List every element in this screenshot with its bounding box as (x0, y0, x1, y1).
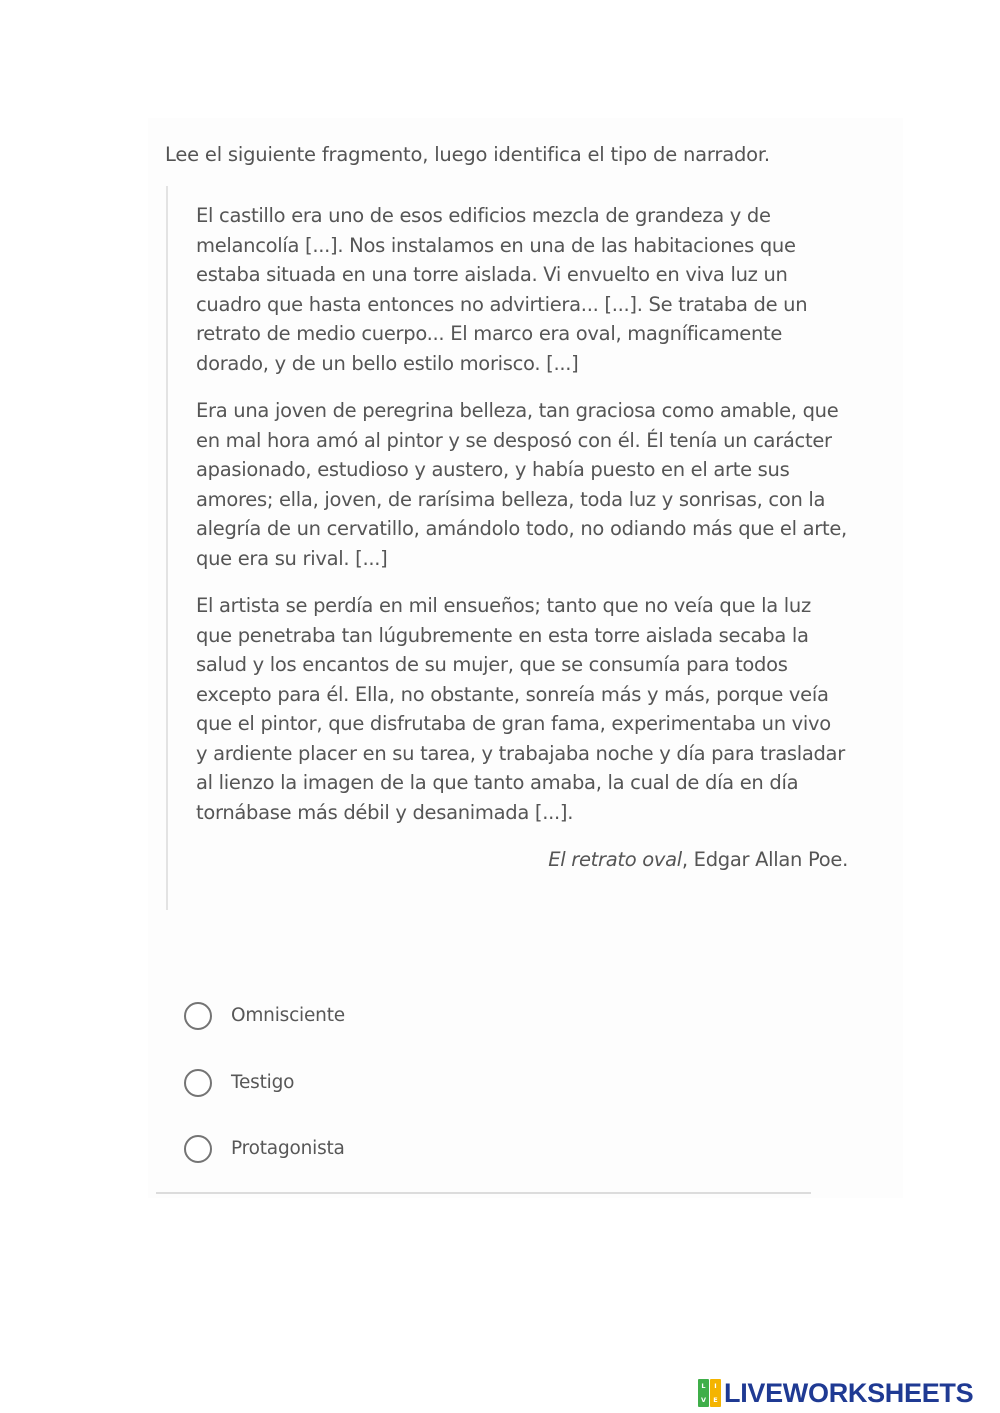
radio-button[interactable] (184, 1135, 212, 1163)
svg-text:E: E (713, 1396, 718, 1404)
passage-paragraph-2: Era una joven de peregrina belleza, tan graciosa como amable, que en mal hora amó al pintor y se desposó con él. Él tenía un carácter apasionado, estudioso y austero, y había puesto en el arte sus amores; ella, joven, de rarísima belleza, toda luz y sonrisas, con la alegría de un cervatillo, amándolo todo, no odiando más que el arte, que era su rival. [...] (196, 399, 847, 570)
divider (156, 1192, 811, 1194)
option-label: Testigo (231, 1071, 295, 1093)
radio-button[interactable] (184, 1002, 212, 1030)
brand-name: LIVEWORKSHEETS (724, 1378, 974, 1408)
radio-button[interactable] (184, 1069, 212, 1097)
option-protagonista[interactable] (184, 1133, 345, 1200)
blockquote (166, 186, 856, 910)
citation-title: El retrato oval (548, 848, 682, 871)
citation (196, 845, 848, 875)
instruction-text: Lee el siguiente fragmento, luego identifica el tipo de narrador. (165, 143, 770, 166)
option-omnisciente[interactable] (184, 1000, 345, 1067)
answer-options (184, 1000, 345, 1200)
option-testigo[interactable] (184, 1067, 345, 1134)
passage-paragraph-1: El castillo era uno de esos edificios mezcla de grandeza y de melancolía [...]. Nos instalamos en una de las habitaciones que estaba situada en una torre aislada. Vi envuelto en viva luz un cuadro que hasta entonces no advirtiera... [...]. Se trataba de un retrato de medio cuerpo... El marco era oval, magníficamente dorado, y de un bello estilo morisco. [...] (196, 204, 808, 375)
svg-text:I: I (714, 1382, 717, 1390)
citation-author: , Edgar Allan Poe. (681, 848, 848, 871)
liveworksheets-brand (697, 1378, 973, 1408)
option-label: Omnisciente (231, 1005, 345, 1026)
svg-text:V: V (700, 1396, 707, 1404)
option-label: Protagonista (231, 1138, 345, 1159)
passage-paragraph-3: El artista se perdía en mil ensueños; tanto que no veía que la luz que penetraba tan lúgubremente en esta torre aislada secaba la salud y los encantos de su mujer, que se consumía para todos excepto para él. Ella, no obstante, sonreía más y más, porque veía que el pintor, que disfrutaba de gran fama, experimentaba un vivo y ardiente placer en su tarea, y trabajaba noche y día para trasladar al lienzo la imagen de la que tanto amaba, la cual de día en día tornábase más débil y desanimada [...]. (196, 594, 845, 824)
liveworksheets-logo-icon (697, 1378, 723, 1408)
svg-text:L: L (701, 1382, 706, 1390)
